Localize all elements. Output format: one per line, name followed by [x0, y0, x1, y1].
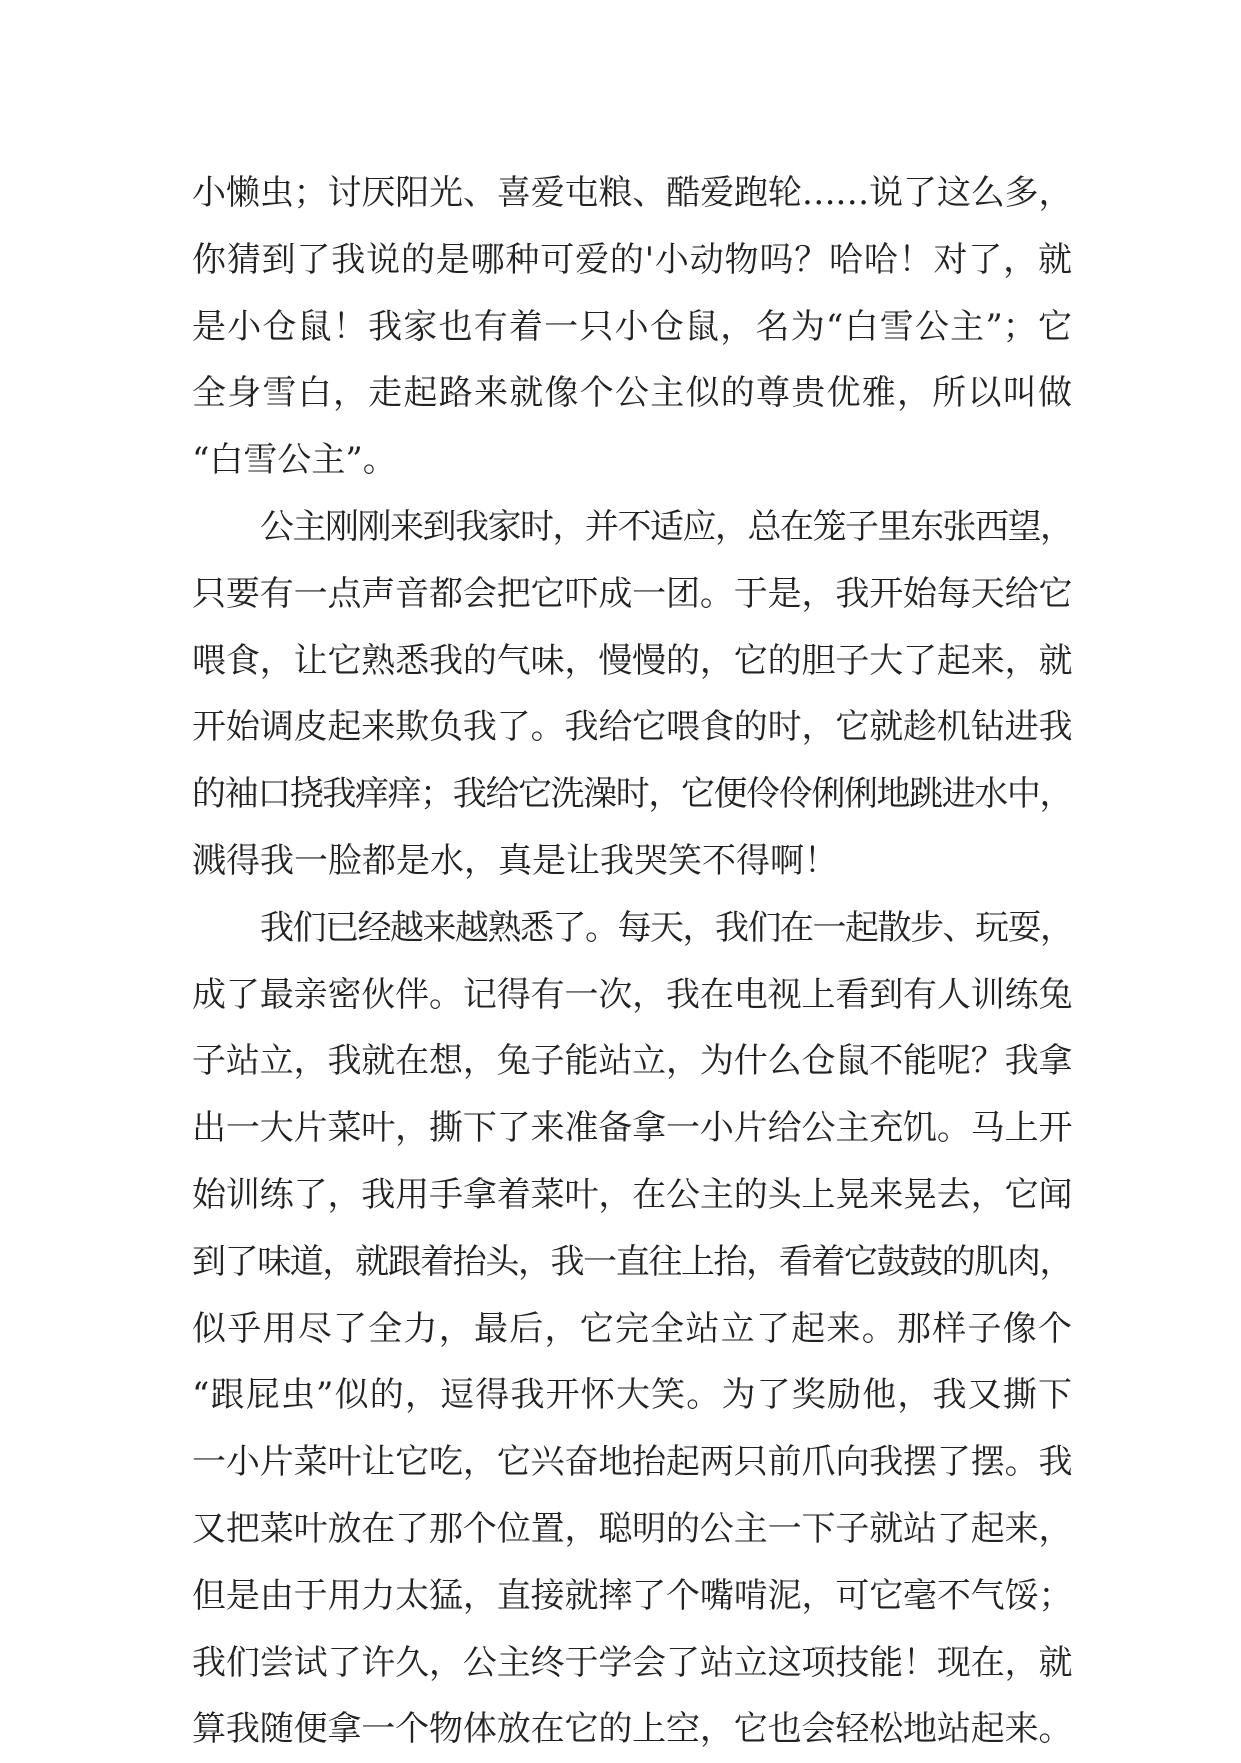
text-line: 溅得我一脸都是水，真是让我哭笑不得啊！: [192, 840, 838, 881]
text-line: 小懒虫；讨厌阳光、喜爱屯粮、酷爱跑轮……说了这么多，: [192, 173, 1072, 213]
text-line: 算我随便拿一个物体放在它的上空，它也会轻松地站起来。: [192, 1709, 1072, 1750]
text-line: 又把菜叶放在了那个位置，聪明的公主一下子就站了起来，: [192, 1508, 1072, 1549]
text-line: 出一大片菜叶，撕下了来准备拿一小片给公主充饥。马上开: [192, 1108, 1072, 1149]
text-line: 是小仓鼠！我家也有着一只小仓鼠，名为“白雪公主”；它: [192, 306, 1072, 347]
text-line: 你猜到了我说的是哪种可爱的'小动物吗？哈哈！对了，就: [192, 239, 1072, 280]
text-line: 的袖口挠我痒痒；我给它洗澡时，它便伶伶俐俐地跳进水中，: [192, 774, 1072, 815]
text-line: 始训练了，我用手拿着菜叶，在公主的头上晃来晃去，它闻: [192, 1174, 1072, 1215]
text-line: “白雪公主”。: [192, 440, 397, 481]
text-line: 一小片菜叶让它吃，它兴奋地抬起两只前爪向我摆了摆。我: [192, 1442, 1072, 1483]
text-line: “跟屁虫”似的，逗得我开怀大笑。为了奖励他，我又撕下: [192, 1375, 1072, 1416]
text-line: 子站立，我就在想，兔子能站立，为什么仓鼠不能呢？我拿: [192, 1041, 1072, 1082]
text-line: 但是由于用力太猛，直接就摔了个嘴啃泥，可它毫不气馁；: [192, 1575, 1072, 1616]
text-line: 喂食，让它熟悉我的气味，慢慢的，它的胆子大了起来，就: [192, 640, 1072, 681]
text-line: 只要有一点声音都会把它吓成一团。于是，我开始每天给它: [192, 573, 1072, 614]
text-line: 到了味道，就跟着抬头，我一直往上抬，看着它鼓鼓的肌肉，: [192, 1241, 1072, 1282]
text-line: 开始调皮起来欺负我了。我给它喂食的时，它就趁机钻进我: [192, 707, 1072, 748]
text-line: 公主刚刚来到我家时，并不适应，总在笼子里东张西望，: [260, 506, 1072, 547]
text-line: 似乎用尽了全力，最后，它完全站立了起来。那样子像个: [192, 1308, 1072, 1349]
text-line: 全身雪白，走起路来就像个公主似的尊贵优雅，所以叫做: [192, 373, 1072, 414]
text-line: 成了最亲密伙伴。记得有一次，我在电视上看到有人训练兔: [192, 974, 1072, 1015]
text-line: 我们已经越来越熟悉了。每天，我们在一起散步、玩耍，: [260, 907, 1072, 948]
text-line: 我们尝试了许久，公主终于学会了站立这项技能！现在，就: [192, 1642, 1072, 1683]
essay-body: [192, 160, 1072, 1763]
